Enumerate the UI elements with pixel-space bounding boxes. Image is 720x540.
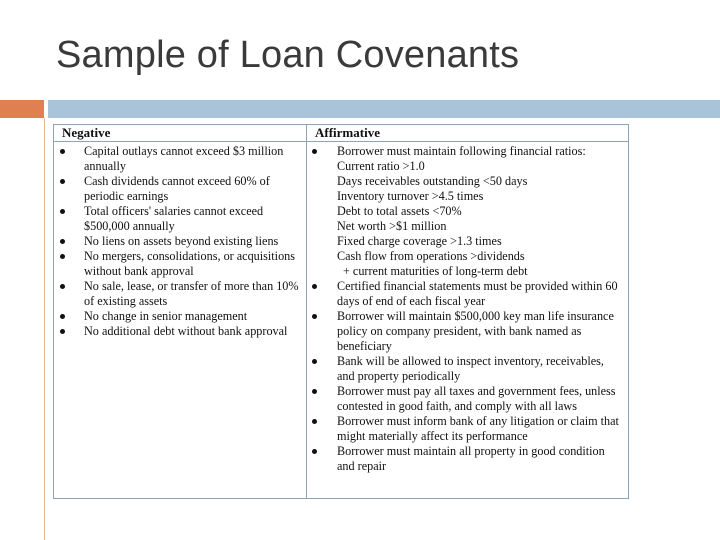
list-item-text: Cash dividends cannot exceed 60% of periodic earnings: [84, 174, 270, 203]
bullet-icon: [60, 149, 65, 154]
ratio-line: Fixed charge coverage >1.3 times: [337, 234, 502, 248]
bullet-icon: [312, 284, 317, 289]
list-item-text: Borrower must maintain following financial ratios:: [337, 144, 586, 158]
bullet-icon: [312, 449, 317, 454]
bullet-icon: [60, 284, 65, 289]
list-item-text: Borrower must pay all taxes and government fees, unless contested in good faith, and comply with all laws: [337, 384, 616, 413]
bullet-icon: [60, 254, 65, 259]
list-item-text: Bank will be allowed to inspect inventory, receivables, and property periodically: [337, 354, 604, 383]
negative-header: Negative: [54, 125, 306, 142]
list-item-text: Borrower will maintain $500,000 key man life insurance policy on company president, with bank named as beneficiary: [337, 309, 614, 353]
list-item-text: No sale, lease, or transfer of more than 10% of existing assets: [84, 279, 299, 308]
bullet-icon: [312, 419, 317, 424]
list-item: [54, 234, 306, 249]
bullet-icon: [60, 179, 65, 184]
ratio-line: Current ratio >1.0: [337, 159, 425, 173]
list-item: [54, 204, 306, 234]
list-item: [54, 324, 306, 339]
list-item-text: Borrower must maintain all property in good condition and repair: [337, 444, 605, 473]
ratio-line: Inventory turnover >4.5 times: [337, 189, 484, 203]
bullet-icon: [312, 314, 317, 319]
list-item: [54, 309, 306, 324]
list-item: [54, 279, 306, 309]
list-item-text: Capital outlays cannot exceed $3 million annually: [84, 144, 284, 173]
bullet-icon: [60, 329, 65, 334]
ratio-line: Debt to total assets <70%: [337, 204, 462, 218]
ratio-line: + current maturities of long-term debt: [343, 264, 528, 278]
negative-list: [54, 142, 306, 339]
ratio-list: [337, 159, 624, 279]
list-item: [54, 144, 306, 174]
list-item-text: Total officers' salaries cannot exceed $500,000 annually: [84, 204, 264, 233]
list-item: [307, 414, 628, 444]
list-item: [307, 384, 628, 414]
list-item-text: No additional debt without bank approval: [84, 324, 288, 338]
bullet-icon: [312, 149, 317, 154]
negative-column: [54, 125, 307, 498]
list-item: [307, 309, 628, 354]
ratio-line: Cash flow from operations >dividends: [337, 249, 525, 263]
list-item: [54, 249, 306, 279]
list-item-text: No change in senior management: [84, 309, 248, 323]
bullet-icon: [60, 209, 65, 214]
bullet-icon: [312, 389, 317, 394]
list-item-text: No liens on assets beyond existing liens: [84, 234, 279, 248]
list-item: [307, 144, 628, 279]
bullet-icon: [60, 314, 65, 319]
bullet-icon: [312, 359, 317, 364]
list-item: [54, 174, 306, 204]
affirmative-header: Affirmative: [307, 125, 628, 142]
list-item-text: No mergers, consolidations, or acquisitions without bank approval: [84, 249, 295, 278]
list-item-text: Borrower must inform bank of any litigation or claim that might materially affect its performance: [337, 414, 619, 443]
list-item: [307, 279, 628, 309]
bullet-icon: [60, 239, 65, 244]
affirmative-list: [307, 142, 628, 474]
covenants-table: [53, 124, 629, 499]
list-item: [307, 354, 628, 384]
affirmative-column: [307, 125, 628, 498]
ratio-line: Net worth >$1 million: [337, 219, 447, 233]
accent-vertical-line: [44, 118, 45, 540]
list-item-text: Certified financial statements must be provided within 60 days of end of each fiscal year: [337, 279, 618, 308]
ratio-line: Days receivables outstanding <50 days: [337, 174, 528, 188]
accent-bar-blue: [48, 100, 720, 118]
list-item: [307, 444, 628, 474]
slide-title: Sample of Loan Covenants: [56, 34, 520, 76]
accent-bar-orange: [0, 100, 44, 118]
